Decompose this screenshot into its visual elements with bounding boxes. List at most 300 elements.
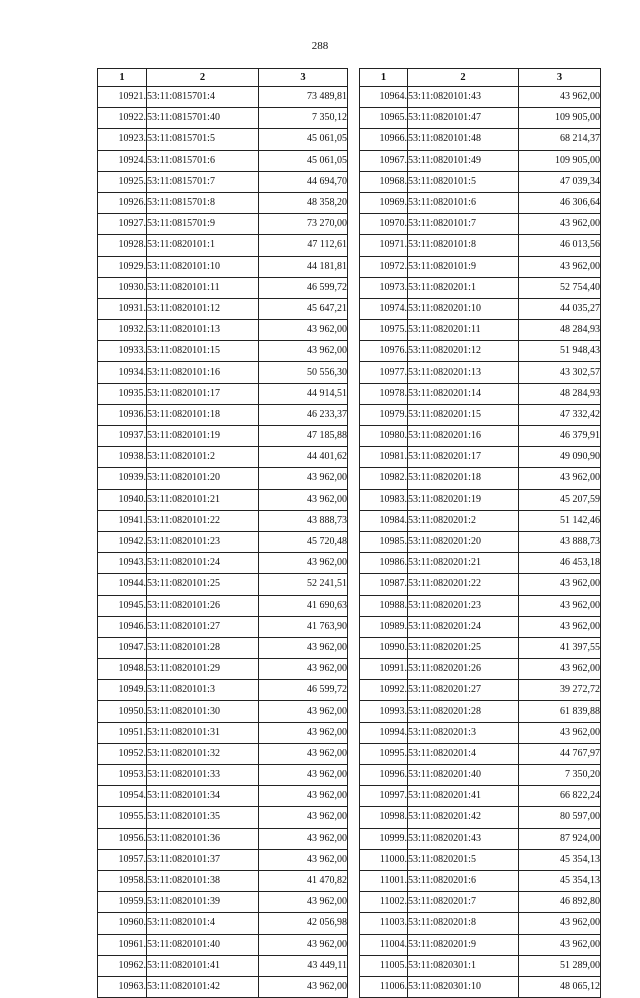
cadastral-number: 53:11:0820101:29 [147,659,259,680]
table-row [360,553,601,574]
cadastral-number: 53:11:0820201:4 [408,743,519,764]
row-number: 10942. [98,531,147,552]
row-number: 10922. [98,108,147,129]
table-row [360,786,601,807]
table-row [360,404,601,425]
cadastral-number: 53:11:0820101:6 [408,192,519,213]
value: 44 914,51 [259,383,348,404]
row-number: 10933. [98,341,147,362]
cadastral-number: 53:11:0820201:23 [408,595,519,616]
table-row [360,277,601,298]
row-number: 10925. [98,171,147,192]
value: 43 962,00 [519,659,601,680]
value: 43 962,00 [259,765,348,786]
value: 45 720,48 [259,531,348,552]
cadastral-number: 53:11:0820201:3 [408,722,519,743]
value: 44 694,70 [259,171,348,192]
cadastral-number: 53:11:0820101:16 [147,362,259,383]
row-number: 10952. [98,743,147,764]
row-number: 10998. [360,807,408,828]
table-row [360,362,601,383]
table-row [98,298,348,319]
row-number: 11003. [360,913,408,934]
table-row [360,341,601,362]
cadastral-number: 53:11:0820201:26 [408,659,519,680]
table-row [98,404,348,425]
left-table [97,68,348,998]
value: 43 302,57 [519,362,601,383]
value: 45 061,05 [259,150,348,171]
table-row [360,256,601,277]
cadastral-number: 53:11:0820101:30 [147,701,259,722]
cadastral-number: 53:11:0820101:24 [147,553,259,574]
row-number: 10927. [98,214,147,235]
left-table-body [98,87,348,998]
table-row [98,341,348,362]
value: 80 597,00 [519,807,601,828]
cadastral-number: 53:11:0820301:10 [408,976,519,997]
table-row [360,87,601,108]
row-number: 11005. [360,955,408,976]
table-row [98,765,348,786]
value: 43 962,00 [259,828,348,849]
table-header-row [98,69,348,87]
column-header: 2 [408,69,519,87]
table-row [98,510,348,531]
table-row [360,955,601,976]
cadastral-number: 53:11:0820101:37 [147,849,259,870]
value: 43 962,00 [519,595,601,616]
cadastral-number: 53:11:0820201:9 [408,934,519,955]
value: 41 690,63 [259,595,348,616]
table-row [98,468,348,489]
table-row [360,298,601,319]
cadastral-number: 53:11:0820101:32 [147,743,259,764]
table-row [360,383,601,404]
cadastral-number: 53:11:0815701:9 [147,214,259,235]
cadastral-number: 53:11:0820101:18 [147,404,259,425]
table-row [98,934,348,955]
value: 43 962,00 [519,934,601,955]
cadastral-number: 53:11:0820101:49 [408,150,519,171]
table-row [360,765,601,786]
table-row [360,531,601,552]
value: 46 306,64 [519,192,601,213]
table-row [98,574,348,595]
cadastral-number: 53:11:0820101:8 [408,235,519,256]
value: 43 888,73 [259,510,348,531]
value: 43 962,00 [259,976,348,997]
cadastral-number: 53:11:0820201:40 [408,765,519,786]
table-row [360,129,601,150]
cadastral-number: 53:11:0820201:6 [408,870,519,891]
row-number: 10964. [360,87,408,108]
table-row [360,934,601,955]
table-row [98,108,348,129]
value: 48 284,93 [519,320,601,341]
value: 46 892,80 [519,892,601,913]
value: 43 962,00 [519,468,601,489]
table-row [98,955,348,976]
cadastral-number: 53:11:0820201:17 [408,447,519,468]
cadastral-number: 53:11:0820201:10 [408,298,519,319]
table-row [360,171,601,192]
value: 43 962,00 [259,659,348,680]
cadastral-number: 53:11:0820101:43 [408,87,519,108]
cadastral-number: 53:11:0820101:20 [147,468,259,489]
row-number: 10966. [360,129,408,150]
table-row [360,447,601,468]
row-number: 10984. [360,510,408,531]
value: 45 207,59 [519,489,601,510]
right-table [359,68,601,998]
row-number: 10947. [98,637,147,658]
table-row [98,150,348,171]
table-row [360,680,601,701]
row-number: 10930. [98,277,147,298]
value: 52 754,40 [519,277,601,298]
cadastral-number: 53:11:0820101:15 [147,341,259,362]
value: 43 962,00 [519,722,601,743]
cadastral-number: 53:11:0820201:2 [408,510,519,531]
row-number: 10941. [98,510,147,531]
row-number: 10992. [360,680,408,701]
value: 42 056,98 [259,913,348,934]
row-number: 10961. [98,934,147,955]
table-row [98,129,348,150]
row-number: 10978. [360,383,408,404]
table-row [98,680,348,701]
row-number: 10955. [98,807,147,828]
row-number: 10935. [98,383,147,404]
value: 41 763,90 [259,616,348,637]
row-number: 10975. [360,320,408,341]
value: 43 962,00 [259,849,348,870]
value: 43 962,00 [259,637,348,658]
cadastral-number: 53:11:0820101:33 [147,765,259,786]
row-number: 10946. [98,616,147,637]
table-row [98,659,348,680]
table-row [98,807,348,828]
column-header: 3 [519,69,601,87]
page-number: 288 [311,40,329,52]
cadastral-number: 53:11:0815701:5 [147,129,259,150]
row-number: 10963. [98,976,147,997]
cadastral-number: 53:11:0820201:24 [408,616,519,637]
table-row [360,849,601,870]
cadastral-number: 53:11:0820201:21 [408,553,519,574]
cadastral-number: 53:11:0820101:17 [147,383,259,404]
table-row [360,976,601,997]
cadastral-number: 53:11:0820101:12 [147,298,259,319]
cadastral-number: 53:11:0820101:39 [147,892,259,913]
value: 39 272,72 [519,680,601,701]
right-table-body [360,87,601,998]
row-number: 10977. [360,362,408,383]
table-row [360,828,601,849]
value: 43 962,00 [519,87,601,108]
row-number: 10923. [98,129,147,150]
table-row [360,659,601,680]
cadastral-number: 53:11:0815701:6 [147,150,259,171]
row-number: 10960. [98,913,147,934]
row-number: 11006. [360,976,408,997]
value: 46 013,56 [519,235,601,256]
cadastral-number: 53:11:0820101:38 [147,870,259,891]
table-row [98,192,348,213]
row-number: 11000. [360,849,408,870]
value: 47 112,61 [259,235,348,256]
cadastral-number: 53:11:0820101:28 [147,637,259,658]
table-row [98,786,348,807]
cadastral-number: 53:11:0820201:14 [408,383,519,404]
value: 43 962,00 [519,574,601,595]
cadastral-number: 53:11:0820201:22 [408,574,519,595]
cadastral-number: 53:11:0820101:36 [147,828,259,849]
table-row [98,722,348,743]
value: 45 354,13 [519,870,601,891]
value: 41 397,55 [519,637,601,658]
row-number: 10958. [98,870,147,891]
row-number: 10972. [360,256,408,277]
row-number: 10924. [98,150,147,171]
cadastral-number: 53:11:0820101:42 [147,976,259,997]
table-row [360,637,601,658]
value: 43 962,00 [259,489,348,510]
table-row [98,637,348,658]
value: 43 449,11 [259,955,348,976]
cadastral-number: 53:11:0815701:8 [147,192,259,213]
value: 46 599,72 [259,277,348,298]
table-row [360,320,601,341]
cadastral-number: 53:11:0820201:41 [408,786,519,807]
value: 43 962,00 [259,807,348,828]
row-number: 10988. [360,595,408,616]
cadastral-number: 53:11:0820101:23 [147,531,259,552]
cadastral-number: 53:11:0820101:47 [408,108,519,129]
value: 43 962,00 [519,913,601,934]
row-number: 10951. [98,722,147,743]
value: 43 962,00 [259,743,348,764]
value: 73 489,81 [259,87,348,108]
cadastral-number: 53:11:0820101:22 [147,510,259,531]
row-number: 10954. [98,786,147,807]
cadastral-number: 53:11:0820201:13 [408,362,519,383]
row-number: 11004. [360,934,408,955]
row-number: 10980. [360,426,408,447]
row-number: 10997. [360,786,408,807]
table-row [98,447,348,468]
row-number: 10969. [360,192,408,213]
value: 44 181,81 [259,256,348,277]
cadastral-number: 53:11:0820101:9 [408,256,519,277]
table-row [98,743,348,764]
table-row [98,701,348,722]
cadastral-number: 53:11:0820101:13 [147,320,259,341]
table-row [360,913,601,934]
table-row [360,214,601,235]
row-number: 10993. [360,701,408,722]
row-number: 10959. [98,892,147,913]
row-number: 11002. [360,892,408,913]
row-number: 10994. [360,722,408,743]
value: 61 839,88 [519,701,601,722]
cadastral-number: 53:11:0820101:7 [408,214,519,235]
value: 50 556,30 [259,362,348,383]
value: 46 453,18 [519,553,601,574]
row-number: 10936. [98,404,147,425]
table-row [98,595,348,616]
value: 45 354,13 [519,849,601,870]
cadastral-number: 53:11:0820101:4 [147,913,259,934]
cadastral-number: 53:11:0820101:40 [147,934,259,955]
row-number: 10967. [360,150,408,171]
cadastral-number: 53:11:0820301:1 [408,955,519,976]
cadastral-number: 53:11:0820201:27 [408,680,519,701]
table-row [98,531,348,552]
row-number: 10973. [360,277,408,298]
row-number: 10950. [98,701,147,722]
row-number: 10962. [98,955,147,976]
row-number: 10996. [360,765,408,786]
table-row [360,892,601,913]
cadastral-number: 53:11:0815701:4 [147,87,259,108]
column-header: 1 [360,69,408,87]
cadastral-number: 53:11:0820101:48 [408,129,519,150]
row-number: 10971. [360,235,408,256]
table-row [98,256,348,277]
table-row [360,574,601,595]
value: 43 962,00 [519,256,601,277]
cadastral-number: 53:11:0820201:7 [408,892,519,913]
value: 47 185,88 [259,426,348,447]
row-number: 10985. [360,531,408,552]
row-number: 10931. [98,298,147,319]
cadastral-number: 53:11:0820101:34 [147,786,259,807]
table-row [360,108,601,129]
table-header-row [360,69,601,87]
column-header: 2 [147,69,259,87]
value: 43 962,00 [259,786,348,807]
cadastral-number: 53:11:0820201:19 [408,489,519,510]
cadastral-number: 53:11:0820201:20 [408,531,519,552]
cadastral-number: 53:11:0820201:25 [408,637,519,658]
row-number: 10932. [98,320,147,341]
row-number: 10983. [360,489,408,510]
value: 7 350,20 [519,765,601,786]
row-number: 10939. [98,468,147,489]
table-row [360,510,601,531]
row-number: 10929. [98,256,147,277]
value: 43 962,00 [259,722,348,743]
cadastral-number: 53:11:0820101:25 [147,574,259,595]
value: 45 647,21 [259,298,348,319]
cadastral-number: 53:11:0820201:28 [408,701,519,722]
table-row [98,870,348,891]
cadastral-number: 53:11:0820101:21 [147,489,259,510]
table-row [360,468,601,489]
cadastral-number: 53:11:0820101:27 [147,616,259,637]
column-header: 1 [98,69,147,87]
cadastral-number: 53:11:0820201:8 [408,913,519,934]
table-row [360,489,601,510]
row-number: 10990. [360,637,408,658]
table-row [360,235,601,256]
table-row [98,277,348,298]
row-number: 10943. [98,553,147,574]
row-number: 10944. [98,574,147,595]
row-number: 10987. [360,574,408,595]
row-number: 10981. [360,447,408,468]
row-number: 10934. [98,362,147,383]
table-row [98,171,348,192]
table-row [98,235,348,256]
value: 47 039,34 [519,171,601,192]
table-row [98,320,348,341]
row-number: 10979. [360,404,408,425]
table-row [98,214,348,235]
table-row [98,828,348,849]
row-number: 10938. [98,447,147,468]
cadastral-number: 53:11:0820201:16 [408,426,519,447]
value: 87 924,00 [519,828,601,849]
value: 43 888,73 [519,531,601,552]
value: 43 962,00 [259,701,348,722]
cadastral-number: 53:11:0820201:18 [408,468,519,489]
row-number: 10970. [360,214,408,235]
row-number: 10995. [360,743,408,764]
row-number: 10921. [98,87,147,108]
row-number: 10999. [360,828,408,849]
row-number: 10986. [360,553,408,574]
cadastral-number: 53:11:0820201:43 [408,828,519,849]
table-row [360,722,601,743]
cadastral-number: 53:11:0820101:19 [147,426,259,447]
row-number: 10926. [98,192,147,213]
row-number: 10948. [98,659,147,680]
cadastral-number: 53:11:0820101:3 [147,680,259,701]
value: 51 289,00 [519,955,601,976]
cadastral-number: 53:11:0820101:2 [147,447,259,468]
value: 48 284,93 [519,383,601,404]
table-row [98,913,348,934]
table-row [98,616,348,637]
table-row [98,553,348,574]
row-number: 10949. [98,680,147,701]
value: 43 962,00 [259,468,348,489]
value: 66 822,24 [519,786,601,807]
row-number: 10937. [98,426,147,447]
cadastral-number: 53:11:0820101:5 [408,171,519,192]
row-number: 10956. [98,828,147,849]
table-row [98,892,348,913]
cadastral-number: 53:11:0820101:11 [147,277,259,298]
value: 7 350,12 [259,108,348,129]
value: 43 962,00 [519,214,601,235]
value: 43 962,00 [259,341,348,362]
value: 43 962,00 [259,934,348,955]
value: 49 090,90 [519,447,601,468]
row-number: 11001. [360,870,408,891]
cadastral-number: 53:11:0820201:1 [408,277,519,298]
row-number: 10982. [360,468,408,489]
value: 46 599,72 [259,680,348,701]
cadastral-number: 53:11:0820101:10 [147,256,259,277]
value: 44 767,97 [519,743,601,764]
value: 48 065,12 [519,976,601,997]
table-row [360,807,601,828]
row-number: 10991. [360,659,408,680]
